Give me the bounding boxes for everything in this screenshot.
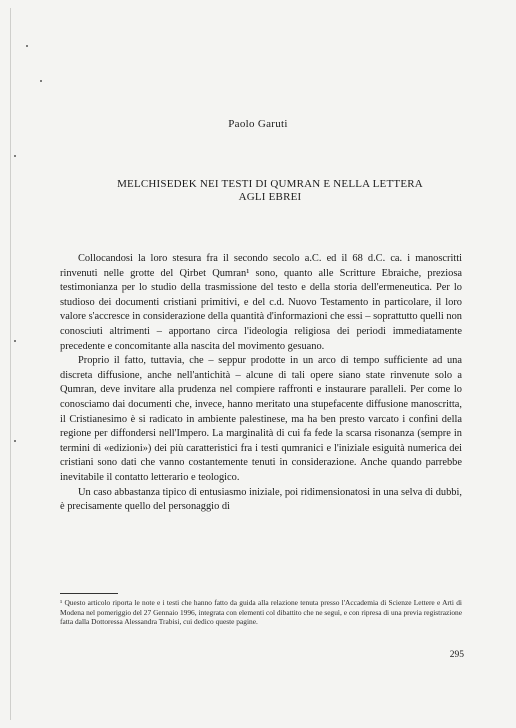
article-body (60, 252, 462, 515)
footnote: ¹ Questo articolo riporta le note e i testi che hanno fatto da guida alla relazione tenuta presso l'Accademia di Scienze Lettere e Arti di Modena nel pomeriggio del 27 Gennaio 1996, integrata con elementi col dibattito che ne seguì, e con ripresa di una previa registrazione fatta dalla Dottoressa Alessandra Trabisi, cui dedico queste pagine. (60, 598, 462, 627)
paragraph-3: Un caso abbastanza tipico di entusiasmo iniziale, poi ridimensionatosi in una selva di dubbi, è precisamente quello del personaggio di (60, 486, 462, 513)
scan-speck (14, 340, 16, 342)
scan-speck (14, 440, 16, 442)
title-line-1: MELCHISEDEK NEI TESTI DI QUMRAN E NELLA LETTERA (117, 178, 423, 190)
page-edge-shadow (10, 8, 11, 720)
paragraph-2: Proprio il fatto, tuttavia, che – seppur prodotte in un arco di tempo sufficiente ad una discreta diffusione, anche nell'antichità – alcune di tali opere siano state rinvenute solo a Qumran, deve invitare alla prudenza nel compiere raffronti e instaurare paralleli. Per come lo conosciamo dai documenti che, invece, hanno meritato una stupefacente diffusione manoscritta, il Cristianesimo è si radicato in ambiente palestinese, ma ha ben presto varcato i confini della regione per diffondersi nell'Impero. La marginalità di cui fa fede la scarsa risonanza (sempre in termini di «edizioni») dei più caratteristici fra i testi qumranici e l'iniziale esiguità numerica dei cristiani sono dati che vanno costantemente tenuti in considerazione. Anche quando parrebbe inevitabile il contatto letterario e teologico. (60, 355, 462, 483)
article-title (60, 178, 480, 204)
scan-speck (40, 80, 42, 82)
footnote-separator (60, 593, 118, 594)
scan-speck (14, 155, 16, 157)
scan-speck (26, 45, 28, 47)
author-name: Paolo Garuti (228, 118, 288, 130)
paragraph-1: Collocandosi la loro stesura fra il secondo secolo a.C. ed il 68 d.C. ca. i manoscritti rinvenuti nelle grotte del Qirbet Qumran¹ sono, quanto alle Scritture Ebraiche, preziosa testimonianza per lo studio della trasmissione del testo e della storia dell'ermeneutica. Per lo studioso dei documenti cristiani primitivi, e del c.d. Nuovo Testamento in particolare, il loro valore s'accresce in considerazione della quantità d'informazioni che essi – soprattutto quelli non conosciuti altrimenti – apportano circa l'ideologia religiosa dei periodi immediatamente precedente e concomitante alla nascita del movimento gesuano. (60, 253, 462, 352)
page-number: 295 (449, 650, 464, 660)
title-line-2: AGLI EBREI (238, 191, 302, 203)
